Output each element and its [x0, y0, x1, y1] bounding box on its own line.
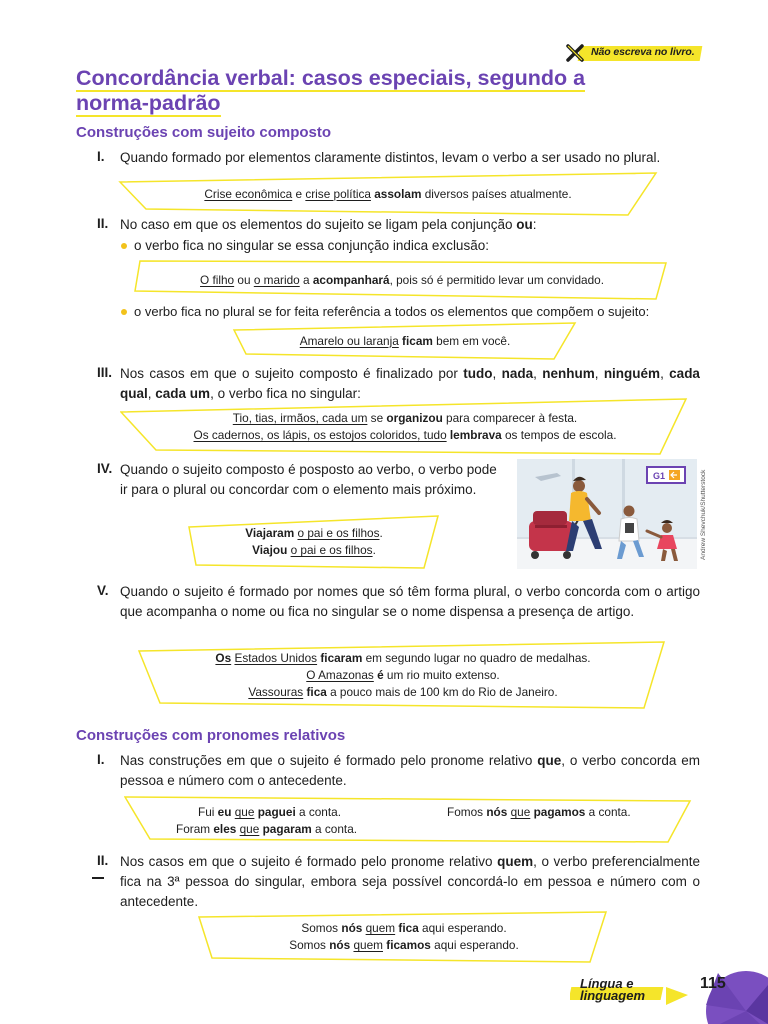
- verb: fica: [398, 921, 419, 935]
- rule-text-part: ,: [492, 366, 502, 381]
- verb: ficaram: [320, 650, 363, 665]
- keyword: tudo: [463, 366, 493, 381]
- section-heading-composto: Construções com sujeito composto: [76, 124, 332, 141]
- pronoun: nós: [486, 805, 508, 819]
- example-text: Fomos: [447, 805, 487, 819]
- example-box: [134, 260, 670, 300]
- do-not-write-label: Não escreva no livro.: [591, 46, 695, 58]
- verb: pagamos: [533, 805, 586, 819]
- subject-part: o marido: [253, 272, 300, 287]
- subject-part: Tio, tias, irmãos, cada um: [232, 411, 368, 425]
- example-text: aqui esperando.: [418, 921, 507, 935]
- subject-part: o pai e os filhos: [297, 526, 380, 540]
- pronoun: eles: [213, 822, 237, 836]
- example-text: Somos: [289, 938, 330, 952]
- relative-pronoun: que: [510, 805, 531, 819]
- item-number: V.: [97, 583, 109, 598]
- rule-text-part: ,: [533, 366, 543, 381]
- image-credit-text: Andrew Shevchuk/Shutterstock: [700, 469, 707, 560]
- example-text: Somos: [301, 921, 342, 935]
- pronoun: nós: [341, 921, 363, 935]
- subject-part: Amarelo ou laranja: [299, 333, 399, 348]
- example-box: [232, 322, 578, 360]
- relative-pronoun: que: [234, 805, 255, 819]
- image-credit: [700, 460, 710, 560]
- keyword: nada: [501, 366, 534, 381]
- subject-part: O filho: [200, 272, 235, 287]
- subject-part: Crise econômica: [204, 186, 293, 201]
- example-text: a conta.: [311, 822, 358, 836]
- verb: paguei: [257, 805, 296, 819]
- item-number: I.: [97, 752, 105, 767]
- pencil-cross-icon: [565, 43, 587, 65]
- example-text: diversos países atualmente.: [421, 186, 572, 201]
- airport-family-illustration: [517, 459, 697, 569]
- example-text: a: [299, 272, 313, 287]
- book-brand: [580, 978, 645, 1002]
- pronoun: eu: [217, 805, 232, 819]
- keyword: ninguém: [603, 366, 661, 381]
- keyword: nenhum: [542, 366, 595, 381]
- subject-part: crise política: [305, 186, 371, 201]
- rule-text: Quando o sujeito composto é posposto ao verbo, o verbo pode ir para o plural ou concordar com o elemento mais próximo.: [120, 462, 497, 497]
- page-number: 115: [700, 975, 726, 992]
- do-not-write-tag: [565, 43, 701, 63]
- verb: assolam: [374, 186, 422, 201]
- example-text: Fui: [198, 805, 218, 819]
- verb: fica: [306, 684, 327, 699]
- verb: organizou: [386, 411, 443, 425]
- subject-part: o pai e os filhos: [290, 543, 373, 557]
- article: Os: [215, 650, 232, 665]
- rule-text-part: Nos casos em que o sujeito é formado pelo pronome relativo: [120, 854, 498, 869]
- bullet-icon: [121, 309, 127, 315]
- section-heading-relativos: Construções com pronomes relativos: [76, 727, 346, 744]
- example-text: a conta.: [295, 805, 341, 819]
- subject-part: Os cadernos, os lápis, os estojos coloridos, tudo: [193, 428, 447, 442]
- example-box: [188, 515, 440, 569]
- keyword: cada um: [155, 386, 211, 401]
- rule-text-part: , o verbo preferencialmente fica na 3ª pessoa do singular, embora seja possível concordá-lo em pessoa e número com o antecedente.: [120, 854, 700, 909]
- keyword: ou: [516, 217, 533, 232]
- relative-pronoun: quem: [365, 921, 396, 935]
- example-text: a pouco mais de 100 km do Rio de Janeiro.: [326, 684, 558, 699]
- keyword: cada qual: [120, 366, 700, 401]
- relative-pronoun: que: [239, 822, 260, 836]
- rule-text: Quando formado por elementos claramente distintos, levam o verbo a ser usado no plural.: [120, 150, 661, 165]
- rule-text-part: , o verbo concorda em pessoa e número com o antecedente.: [120, 753, 701, 788]
- book-brand-line: linguagem: [580, 988, 646, 1003]
- subject-part: Vassouras: [248, 684, 304, 699]
- verb: Viajou: [252, 543, 288, 557]
- bullet-text: o verbo fica no plural se for feita referência a todos os elementos que compõem o sujeito:: [134, 304, 650, 319]
- rule-text-part: ,: [660, 366, 670, 381]
- rule-text-part: Nas construções em que o sujeito é formado pelo pronome relativo: [120, 753, 538, 768]
- item-number: II.: [97, 216, 109, 231]
- rule-text: Quando o sujeito é formado por nomes que só têm forma plural, o verbo concorda com o artigo que acompanha o nome ou fica no singular se o nome dispensa a presença de artigo.: [120, 584, 700, 619]
- relative-pronoun: quem: [353, 938, 383, 952]
- rule-text-part: :: [532, 217, 537, 232]
- verb: é: [377, 667, 384, 682]
- example-box: [124, 796, 694, 844]
- example-line: [447, 804, 631, 821]
- rule-text: [120, 215, 720, 235]
- book-brand-line: Língua e: [580, 976, 634, 991]
- bullet-text: o verbo fica no singular se essa conjunção indica exclusão:: [134, 238, 489, 253]
- verb: ficamos: [386, 938, 431, 952]
- example-box: [198, 911, 610, 963]
- example-line: [198, 804, 341, 821]
- margin-dash: [92, 877, 104, 879]
- example-box: [120, 398, 690, 456]
- page-title: Concordância verbal: casos especiais, segundo a norma-padrão: [76, 66, 586, 115]
- example-text: .: [372, 543, 376, 557]
- example-text: , pois só é permitido levar um convidado.: [389, 272, 604, 287]
- example-box: [118, 172, 658, 216]
- rule-text-part: No caso em que os elementos do sujeito se ligam pela conjunção: [120, 217, 517, 232]
- bullet-icon: [121, 243, 127, 249]
- subject-part: Estados Unidos: [234, 650, 318, 665]
- verb: Viajaram: [245, 526, 295, 540]
- example-text: e: [292, 186, 306, 201]
- rule-text-part: , o verbo fica no singular:: [210, 386, 361, 401]
- keyword: quem: [497, 854, 534, 869]
- rule-text-part: ,: [594, 366, 604, 381]
- rule-text-part: Nos casos em que o sujeito composto é finalizado por: [120, 366, 464, 381]
- pronoun: nós: [329, 938, 351, 952]
- example-text: bem em você.: [432, 333, 511, 348]
- item-number: IV.: [97, 461, 113, 476]
- keyword: que: [537, 753, 562, 768]
- gate-sign-label: G1: [653, 471, 666, 481]
- subject-part: O Amazonas: [306, 667, 374, 682]
- example-text: a conta.: [585, 805, 631, 819]
- example-text: Foram: [176, 822, 214, 836]
- verb: acompanhará: [312, 272, 390, 287]
- example-line: [176, 821, 357, 838]
- example-text: os tempos de escola.: [501, 428, 617, 442]
- verb: lembrava: [449, 428, 502, 442]
- item-number: III.: [97, 365, 113, 380]
- rule-text: [120, 751, 700, 791]
- example-box: [138, 641, 668, 709]
- example-text: se: [367, 411, 387, 425]
- rule-text: [120, 852, 700, 912]
- verb: ficam: [402, 333, 433, 348]
- example-text: um rio muito extenso.: [383, 667, 500, 682]
- verb: pagaram: [262, 822, 312, 836]
- item-number: I.: [97, 149, 105, 164]
- example-text: .: [379, 526, 383, 540]
- example-text: aqui esperando.: [430, 938, 519, 952]
- item-number: II.: [97, 853, 109, 868]
- example-text: em segundo lugar no quadro de medalhas.: [362, 650, 591, 665]
- example-text: ou: [234, 272, 254, 287]
- rule-text-part: ,: [147, 386, 156, 401]
- example-text: para comparecer à festa.: [442, 411, 578, 425]
